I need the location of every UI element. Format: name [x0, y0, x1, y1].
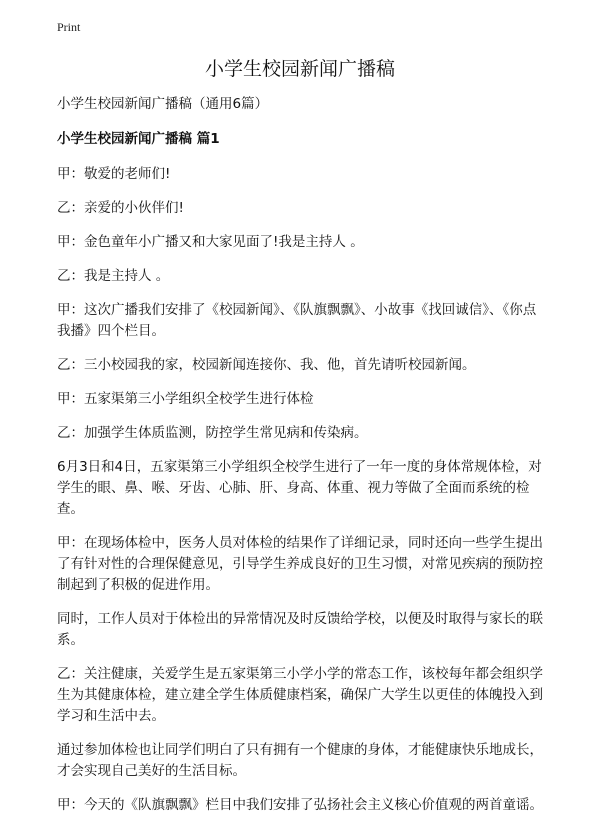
paragraph: 通过参加体检也让同学们明白了只有拥有一个健康的身体，才能健康快乐地成长，才会实现自己美好的生活目标。	[57, 742, 543, 779]
paragraph: 甲：在现场体检中，医务人员对体检的结果作了详细记录，同时还向一些学生提出了有针对性的合理保健意见，引导学生养成良好的卫生习惯，对常见疾病的预防控制起到了积极的促进作用。	[57, 535, 543, 593]
paragraph: 甲：今天的《队旗飘飘》栏目中我们安排了弘扬社会主义核心价值观的两首童谣。	[57, 797, 543, 813]
paragraph: 乙：我是主持人 。	[57, 268, 170, 284]
document-body	[57, 94, 547, 829]
paragraph: 乙：关注健康，关爱学生是五家渠第三小学小学的常态工作，该校每年都会组织学生为其健康体检，建立建全学生体质健康档案，确保广大学生以更佳的体魄投入到学习和生活中去。	[57, 666, 543, 724]
paragraph: 甲：五家渠第三小学组织全校学生进行体检	[57, 391, 314, 407]
paragraph: 乙：三小校园我的家，校园新闻连接你、我、他，首先请听校园新闻。	[57, 357, 476, 373]
paragraph: 乙：加强学生体质监测，防控学生常见病和传染病。	[57, 425, 368, 441]
print-link[interactable]: Print	[57, 20, 81, 34]
paragraph: 甲：敬爱的老师们!	[57, 166, 171, 182]
paragraph: 同时，工作人员对于体检出的异常情况及时反馈给学校，以便及时取得与家长的联系。	[57, 611, 543, 648]
paragraph: 6月3日和4日，五家渠第三小学组织全校学生进行了一年一度的身体常规体检，对学生的眼、鼻、喉、牙齿、心肺、肝、身高、体重、视力等做了全面而系统的检查。	[57, 459, 542, 517]
paragraph: 乙：亲爱的小伙伴们!	[57, 200, 184, 216]
paragraph: 甲：金色童年小广播又和大家见面了!我是主持人 。	[57, 234, 364, 250]
paragraph: 甲：这次广播我们安排了《校园新闻》、《队旗飘飘》、小故事《找回诚信》、《你点我播》四个栏目。	[57, 302, 537, 339]
document-subtitle: 小学生校园新闻广播稿（通用6篇）	[57, 96, 269, 112]
document-title: 小学生校园新闻广播稿	[204, 58, 395, 80]
section-heading: 小学生校园新闻广播稿 篇1	[57, 131, 220, 147]
